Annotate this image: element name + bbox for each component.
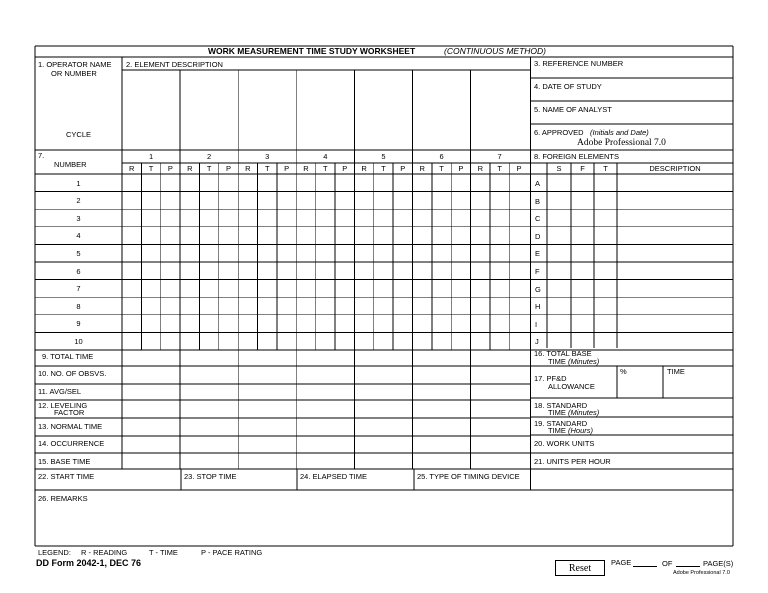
legend-label: LEGEND: <box>38 548 71 557</box>
std-min-unit: (Minutes) <box>568 408 600 417</box>
sub-header-t: T <box>264 164 270 173</box>
element-number: 5 <box>381 152 386 161</box>
of-label: OF <box>662 559 673 568</box>
sub-header-t: T <box>439 164 444 173</box>
element-number: 6 <box>439 152 444 161</box>
element-number: 7 <box>497 152 502 161</box>
date-of-study-label: 4. DATE OF STUDY <box>534 82 602 91</box>
item7-label: 7. <box>38 151 45 160</box>
approved-label: 6. APPROVED <box>534 128 584 137</box>
approved-note: (Initials and Date) <box>590 128 649 137</box>
std-min-label: 18. STANDARD <box>534 401 588 410</box>
row-number: 4 <box>76 231 81 241</box>
no-of-obsvs-label: 10. NO. OF OBSVS. <box>38 369 107 378</box>
total-time-label: 9. TOTAL TIME <box>42 352 94 361</box>
row-number: 5 <box>76 248 81 258</box>
page-label: PAGE <box>611 558 632 567</box>
number-label: NUMBER <box>54 160 87 169</box>
operator-label: 1. OPERATOR NAME <box>38 60 112 69</box>
legend-reading: R - READING <box>81 548 128 557</box>
sub-header-t: T <box>206 164 212 173</box>
occurrence-label: 14. OCCURRENCE <box>38 439 105 448</box>
sub-header-p: P <box>284 164 290 173</box>
sub-header-p: P <box>226 164 232 173</box>
pfd-label-2: ALLOWANCE <box>548 382 595 391</box>
element-number: 1 <box>148 152 154 161</box>
foreign-elements-label: 8. FOREIGN ELEMENTS <box>534 152 620 161</box>
element-number: 3 <box>265 152 270 161</box>
foreign-letter: H <box>535 302 541 312</box>
analyst-label: 5. NAME OF ANALYST <box>534 105 612 114</box>
total-base-label-2: TIME <box>548 357 566 366</box>
remarks-label: 26. REMARKS <box>38 494 88 503</box>
element-number: 4 <box>323 152 328 161</box>
foreign-letter: G <box>535 284 541 294</box>
element-description-label: 2. ELEMENT DESCRIPTION <box>126 60 223 69</box>
row-number: 10 <box>74 336 83 346</box>
foreign-letter: J <box>535 337 539 347</box>
foreign-letter: C <box>535 214 541 224</box>
sub-header-p: P <box>516 164 522 173</box>
pages-label: PAGE(S) <box>703 559 734 568</box>
pfd-time-label: TIME <box>667 367 685 376</box>
sub-header-r: R <box>128 164 135 173</box>
form-id: DD Form 2042-1, DEC 76 <box>36 558 142 568</box>
row-number: 9 <box>76 319 81 329</box>
std-hr-label: 19. STANDARD <box>534 419 588 428</box>
base-time-label: 15. BASE TIME <box>38 457 91 466</box>
form-method: (CONTINUOUS METHOD) <box>444 46 546 56</box>
foreign-letter: B <box>535 196 541 206</box>
foreign-letter: A <box>535 179 541 188</box>
foreign-col-f: F <box>580 164 585 173</box>
legend-time: T - TIME <box>149 548 178 557</box>
foreign-letter: F <box>535 267 540 276</box>
adobe-footer: Adobe Professional 7.0 <box>673 570 730 576</box>
page-number-field[interactable] <box>633 566 657 567</box>
std-hr-unit: (Hours) <box>568 426 594 435</box>
approved-value[interactable]: Adobe Professional 7.0 <box>577 138 666 148</box>
total-base-unit: (Minutes) <box>568 357 600 366</box>
avg-sel-label: 11. AVG/SEL <box>38 387 82 396</box>
leveling-factor-label: FACTOR <box>54 408 85 417</box>
foreign-letter: E <box>535 249 541 259</box>
row-number: 8 <box>76 301 81 311</box>
sub-header-t: T <box>381 164 386 173</box>
sub-header-p: P <box>458 164 464 173</box>
sub-header-t: T <box>323 164 328 173</box>
stop-time-label: 23. STOP TIME <box>184 472 237 481</box>
foreign-col-s: S <box>556 164 562 173</box>
total-pages-field[interactable] <box>676 566 700 567</box>
legend-pace: P - PACE RATING <box>201 548 263 557</box>
row-number: 7 <box>76 284 81 294</box>
sub-header-p: P <box>400 164 406 173</box>
pfd-label: 17. PF&D <box>534 374 567 383</box>
sub-header-r: R <box>477 164 483 173</box>
sub-header-r: R <box>303 164 309 173</box>
sub-header-t: T <box>148 164 154 173</box>
sub-header-p: P <box>167 164 173 173</box>
sub-header-r: R <box>187 164 193 173</box>
foreign-col-t: T <box>603 164 608 173</box>
sub-header-r: R <box>245 164 251 173</box>
total-base-label: 16. TOTAL BASE <box>534 349 592 358</box>
row-number: 1 <box>76 178 81 188</box>
sub-header-t: T <box>497 164 502 173</box>
reference-number-label: 3. REFERENCE NUMBER <box>534 59 624 68</box>
operator-label-2: OR NUMBER <box>51 69 97 78</box>
timing-device-label: 25. TYPE OF TIMING DEVICE <box>417 472 520 481</box>
reset-button[interactable]: Reset <box>555 560 605 576</box>
std-hr-label-2: TIME <box>548 426 566 435</box>
row-number: 2 <box>76 196 81 206</box>
foreign-letter: I <box>535 319 538 329</box>
elapsed-time-label: 24. ELAPSED TIME <box>300 472 367 481</box>
element-number: 2 <box>207 152 212 161</box>
std-min-label-2: TIME <box>548 408 566 417</box>
row-number: 3 <box>76 213 81 223</box>
foreign-col-description: DESCRIPTION <box>649 164 701 173</box>
sub-header-r: R <box>419 164 425 173</box>
leveling-label: 12. LEVELING <box>38 401 88 410</box>
row-number: 6 <box>76 266 81 276</box>
pfd-percent-label: % <box>620 367 627 376</box>
form-title: WORK MEASUREMENT TIME STUDY WORKSHEET <box>208 46 416 56</box>
cycle-label: CYCLE <box>66 130 92 139</box>
normal-time-label: 13. NORMAL TIME <box>38 422 103 431</box>
start-time-label: 22. START TIME <box>38 472 95 481</box>
foreign-letter: D <box>535 231 541 241</box>
work-units-label: 20. WORK UNITS <box>534 439 595 448</box>
units-per-hour-label: 21. UNITS PER HOUR <box>534 457 611 466</box>
sub-header-p: P <box>342 164 348 173</box>
sub-header-r: R <box>361 164 367 173</box>
